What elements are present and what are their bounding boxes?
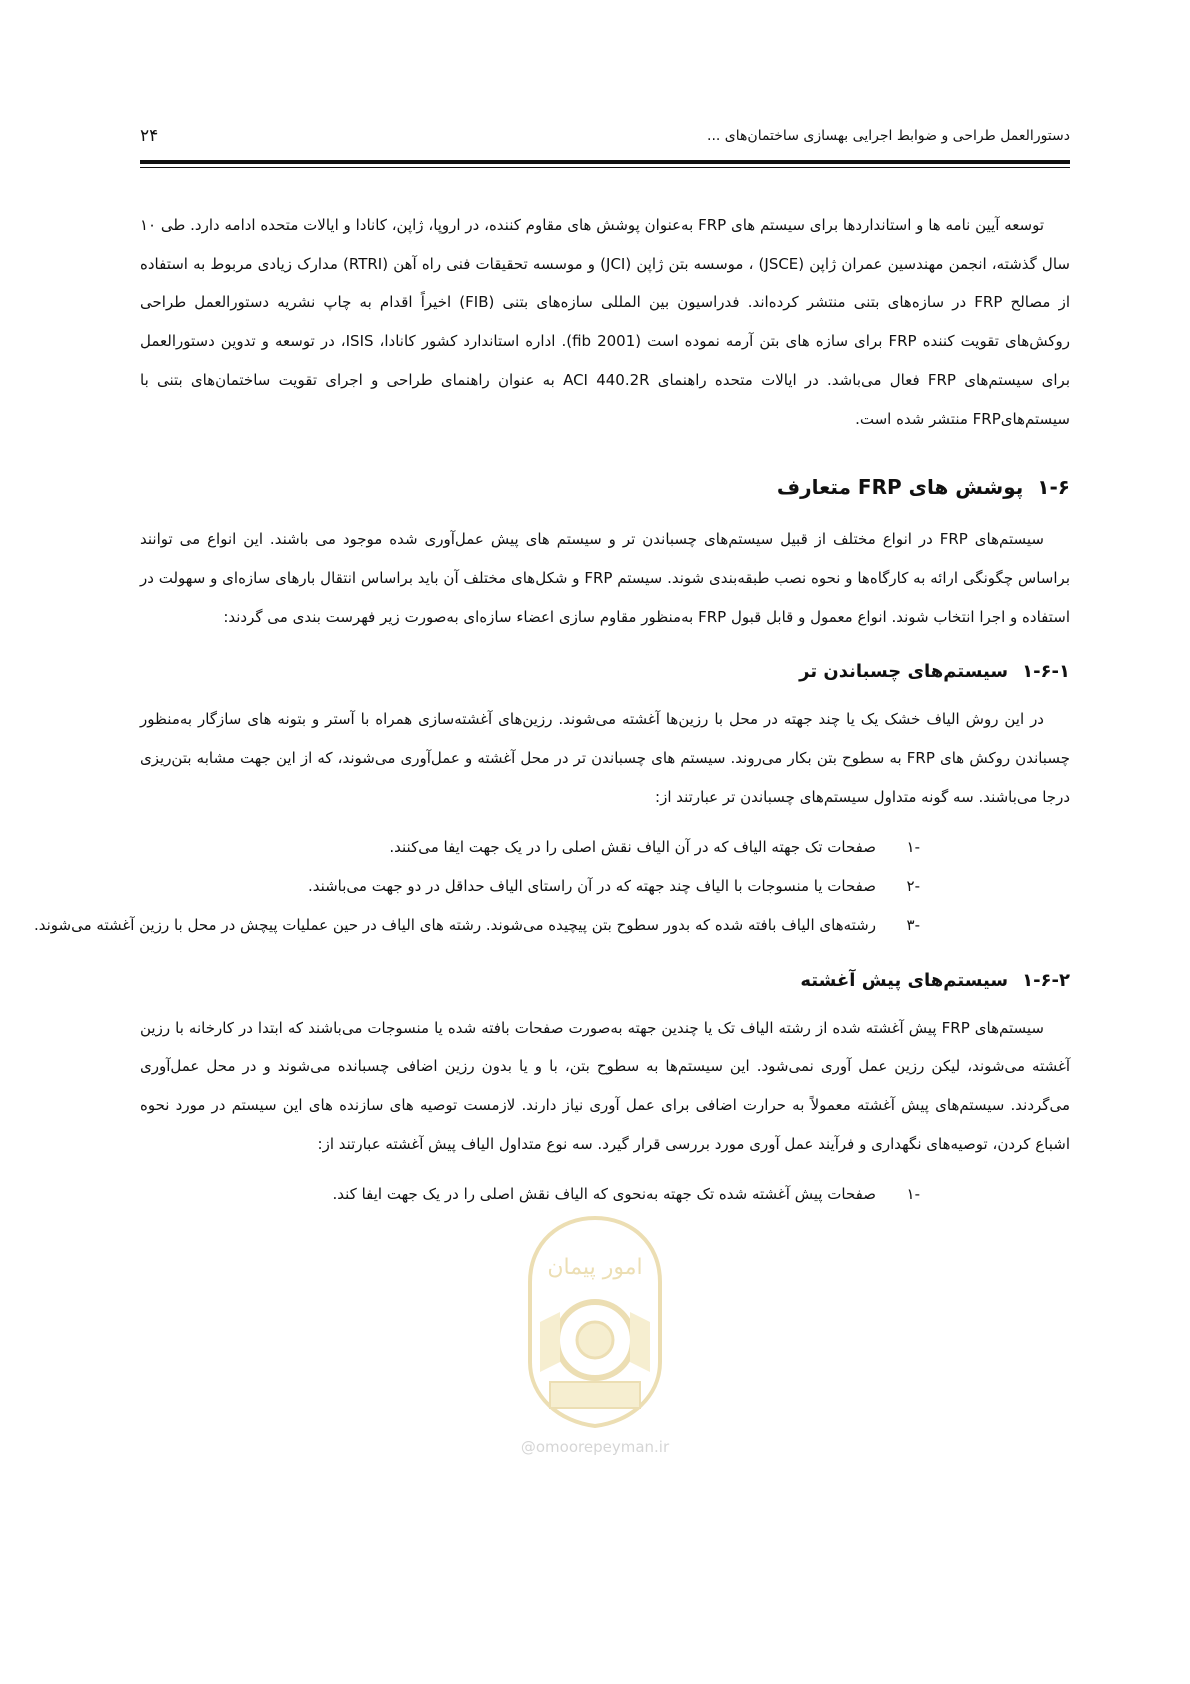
subsection-title-2: سیستم‌های پیش آغشته [800, 969, 1009, 991]
list-item-text: رشته‌های الیاف بافته شده که بدور سطوح بتن پیچیده می‌شوند. رشته های الیاف در حین عملیات پیچش در محل با رزین آغشته می‌شوند. [33, 915, 876, 934]
list-item [0, 906, 920, 945]
main-content [33, 206, 1071, 1224]
subsection-paragraph-1: در این روش الیاف خشک یک یا چند جهته در محل با رزین‌ها آغشته می‌شوند. رزین‌های آغشته‌سازی همراه با آستر و بتونه های سازگار به‌منظور چسباندن روکش های FRP به سطوح بتن بکار می‌روند. سیستم های چسباندن تر در محل آغشته و عمل‌آوری می‌شوند، که از این جهت مشابه بتن‌ریزی درجا می‌باشند. سه گونه متداول سیستم‌های چسباندن تر عبارتند از: [140, 710, 1070, 806]
header-rule-thin [140, 167, 1070, 168]
list-item [140, 867, 920, 906]
list-marker: -۱ [906, 838, 920, 857]
list-marker: -۳ [906, 915, 920, 934]
subsection-number-1: ۱-۶-۱ [1022, 661, 1070, 683]
watermark-url: @omoorepeyman.ir [520, 1438, 670, 1456]
section-title: پوشش های FRP متعارف [776, 475, 1024, 500]
subsection-number-2: ۱-۶-۲ [1022, 969, 1070, 991]
list-item-text: صفحات تک جهته الیاف که در آن الیاف نقش اصلی را در یک جهت ایفا می‌کنند. [389, 838, 876, 857]
list-item [140, 828, 920, 867]
watermark [510, 1212, 680, 1462]
list-marker: -۱ [906, 1185, 920, 1204]
list-item [140, 1175, 920, 1214]
list-marker: -۲ [906, 877, 920, 896]
section-paragraph: سیستم‌های FRP در انواع مختلف از قبیل سیستم‌های چسباندن تر و سیستم های پیش عمل‌آوری شده موجود می باشند. این انواع می توانند براساس چگونگی ارائه به کارگاه‌ها و نحوه نصب طبقه‌بندی شوند. سیستم FRP و شکل‌های مختلف آن باید براساس انتقال بارهای سازه‌ای و سهولت در استفاده و اجرا انتخاب شوند. انواع معمول و قابل قبول FRP به‌منظور مقاوم سازی اعضاء سازه‌ای به‌صورت زیر فهرست بندی می گردند: [140, 530, 1070, 626]
running-header [140, 128, 1070, 152]
wet-layup-list [33, 828, 1070, 944]
subsection-paragraph-2: سیستم‌های FRP پیش آغشته شده از رشته الیاف تک یا چندین جهته به‌صورت صفحات بافته شده یا منسوجات می‌باشند که ابتدا در کارخانه با رزین آغشته می‌شوند، لیکن رزین عمل آوری نمی‌شود. این سیستم‌ها به سطوح بتن، با و یا بدون رزین اضافی چسبانده می‌شوند و در محل عمل‌آوری می‌گردند. سیستم‌های پیش آغشته معمولاً به حرارت اضافی برای عمل آوری نیاز دارند. لازمست توصیه های سازنده های این سیستم در مورد نحوه اشباع کردن، توصیه‌های نگهداری و فرآیند عمل آوری مورد بررسی قرار گیرد. سه نوع متداول الیاف پیش آغشته عبارتند از: [140, 1018, 1070, 1153]
subsection-heading-2 [140, 967, 1070, 995]
intro-paragraph: توسعه آیین نامه ها و استانداردها برای سیستم های FRP به‌عنوان پوشش های مقاوم کننده، در اروپا، ژاپن، کانادا و ایالات متحده ادامه دارد. طی ۱۰ سال گذشته، انجمن مهندسین عمران ژاپن (JSCE) ، موسسه بتن ژاپن (JCI) و موسسه تحقیقات فنی راه آهن (RTRI) مدارک زیادی مربوط به استفاده از مصالح FRP در سازه‌های بتنی منتشر کرده‌اند. فدراسیون بین المللی سازه‌های بتنی (FIB) اخیراً اقدام به چاپ نشریه دستورالعمل طراحی روکش‌های تقویت کننده FRP برای سازه های بتن آرمه نموده است (fib 2001). اداره استاندارد کشور کانادا، ISIS، در توسعه و تدوین دستورالعمل برای سیستم‌های FRP فعال می‌باشد. در ایالات متحده راهنمای ACI 440.2R به عنوان راهنمای طراحی و اجرای تقویت ساختمان‌های بتنی با سیستم‌هایFRP منتشر شده است. [140, 216, 1071, 428]
page-number: ۲۴ [140, 126, 159, 146]
header-title: دستورالعمل طراحی و ضوابط اجرایی بهسازی ساختمان‌های ... [707, 128, 1070, 144]
prepreg-list [140, 1175, 1070, 1214]
list-item-text: صفحات پیش آغشته شده تک جهته به‌نحوی که الیاف نقش اصلی را در یک جهت ایفا کند. [332, 1185, 876, 1204]
list-item-text: صفحات یا منسوجات با الیاف چند جهته که در آن راستای الیاف حداقل در دو جهت می‌باشند. [307, 877, 876, 896]
subsection-title-1: سیستم‌های چسباندن تر [799, 661, 1009, 683]
header-rule-thick [140, 160, 1070, 164]
watermark-logo [510, 1212, 680, 1432]
section-number: ۱-۶ [1037, 475, 1070, 500]
watermark-logo-text: امور پیمان [547, 1255, 643, 1280]
subsection-heading-1 [140, 658, 1070, 686]
section-heading [140, 472, 1070, 502]
